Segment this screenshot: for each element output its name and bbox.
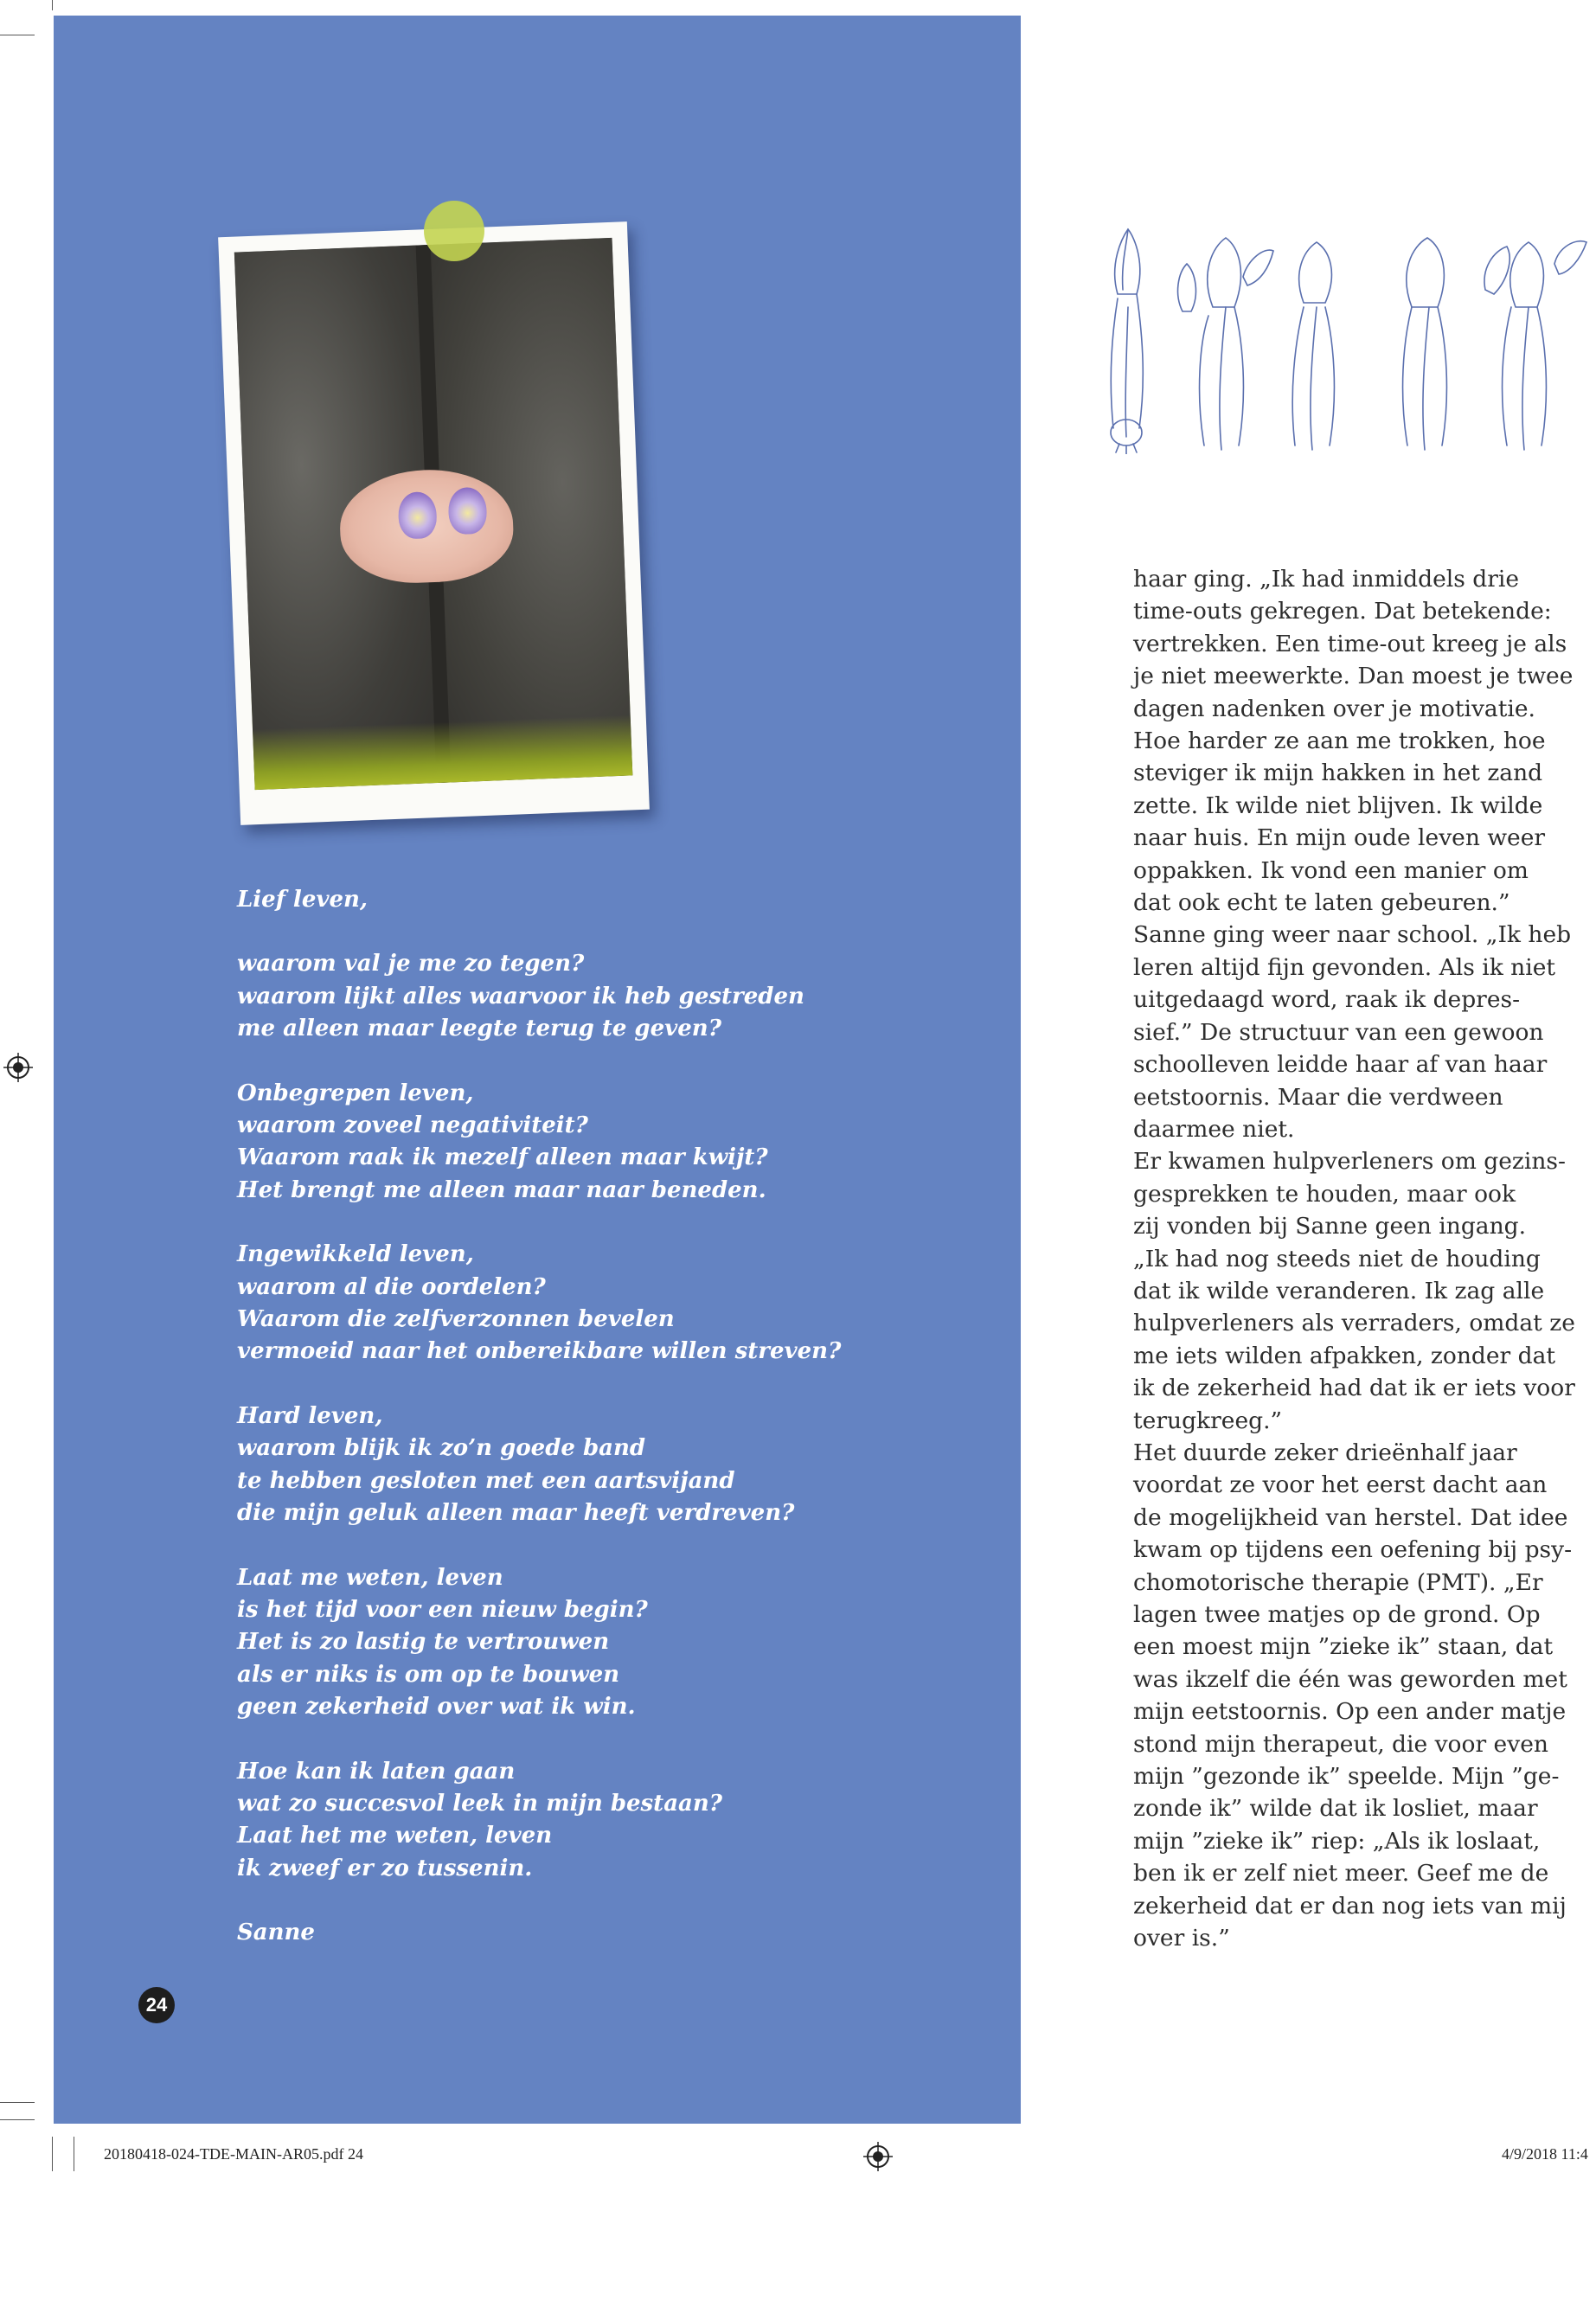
photo-frame: [218, 221, 650, 825]
article-line: eetstoornis. Maar die verdween: [1133, 1083, 1503, 1111]
article-line: Er kwamen hulpverleners om gezins-: [1133, 1148, 1566, 1176]
poem-line: waarom al die oordelen?: [237, 1273, 546, 1300]
poem-stanza: [237, 1400, 860, 1530]
page-number: 24: [138, 1987, 175, 2023]
registration-mark-icon: [3, 1053, 33, 1082]
article-line: kwam op tijdens een oefening bij psy-: [1133, 1536, 1573, 1564]
crop-mark: [0, 2119, 35, 2120]
poem-line: Waarom die zelfverzonnen bevelen: [237, 1306, 675, 1333]
article-line: me iets wilden afpakken, zonder dat: [1133, 1342, 1556, 1369]
poem-line: waarom blijk ik zo’n goede band: [237, 1435, 646, 1462]
article-line: leren altijd fijn gevonden. Als ik niet: [1133, 953, 1556, 981]
article-line: over is.”: [1133, 1925, 1230, 1952]
poem-line: is het tijd voor een nieuw begin?: [237, 1596, 648, 1623]
footer-filename: 20180418-024-TDE-MAIN-AR05.pdf 24: [104, 2145, 363, 2163]
poem-line: me alleen maar leegte terug te geven?: [237, 1016, 721, 1042]
article-line: was ikzelf die één was geworden met: [1133, 1665, 1567, 1693]
registration-mark-icon: [863, 2142, 893, 2171]
article-line: chomotorische therapie (PMT). „Er: [1133, 1568, 1543, 1596]
article-line: uitgedaagd word, raak ik depres-: [1133, 986, 1521, 1014]
article-line: dat ook echt te laten gebeuren.”: [1133, 889, 1510, 917]
poem-line: Laat me weten, leven: [237, 1564, 503, 1591]
poem-line: Laat het me weten, leven: [237, 1823, 553, 1849]
article-line: daarmee niet.: [1133, 1115, 1295, 1143]
poem-stanza: [237, 1562, 860, 1724]
poem-line: waarom zoveel negativiteit?: [237, 1112, 588, 1139]
poem-stanza: [237, 948, 860, 1045]
poem-line: als er niks is om op te bouwen: [237, 1661, 620, 1688]
poem-line: Het is zo lastig te vertrouwen: [237, 1629, 610, 1656]
poem-line: Hoe kan ik laten gaan: [237, 1758, 516, 1785]
article-line: naar huis. En mijn oude leven weer: [1133, 824, 1546, 852]
poem-line: Waarom raak ik mezelf alleen maar kwijt?: [237, 1144, 768, 1171]
crop-mark: [0, 2102, 35, 2103]
poem-line: te hebben gesloten met een aartsvijand: [237, 1467, 735, 1494]
article-line: zette. Ik wilde niet blijven. Ik wilde: [1133, 792, 1543, 819]
article-line: mijn ”gezonde ik” speelde. Mijn ”ge-: [1133, 1763, 1560, 1791]
article-line: stond mijn therapeut, die voor even: [1133, 1730, 1548, 1758]
article-line: je niet meewerkte. Dan moest je twee: [1133, 663, 1574, 690]
poem-line: Onbegrepen leven,: [237, 1080, 474, 1106]
article-line: Het duurde zeker drieënhalf jaar: [1133, 1439, 1517, 1466]
article-line: voordat ze voor het eerst dacht aan: [1133, 1471, 1548, 1499]
article-line: sief.” De structuur van een gewoon: [1133, 1018, 1544, 1046]
poem-line: Ingewikkeld leven,: [237, 1241, 474, 1268]
pushpin-dot: [424, 201, 484, 261]
article-line: terugkreeg.”: [1133, 1407, 1283, 1434]
article-line: zonde ik” wilde dat ik losliet, maar: [1133, 1795, 1538, 1823]
poem-line: die mijn geluk alleen maar heeft verdreven?: [237, 1500, 795, 1527]
article-body: [1133, 563, 1583, 1954]
article-line: Hoe harder ze aan me trokken, hoe: [1133, 727, 1546, 755]
article-line: mijn ”zieke ik” riep: „Als ik loslaat,: [1133, 1827, 1541, 1855]
article-line: dagen nadenken over je motivatie.: [1133, 695, 1535, 722]
poem-line: waarom lijkt alles waarvoor ik heb gestreden: [237, 983, 804, 1009]
article-line: gesprekken te houden, maar ook: [1133, 1180, 1516, 1208]
article-line: zekerheid dat er dan nog iets van mij: [1133, 1892, 1567, 1920]
article-line: ik de zekerheid had dat ik er iets voor: [1133, 1375, 1575, 1402]
poem-line: Hard leven,: [237, 1402, 383, 1429]
article-line: mijn eetstoornis. Op een ander matje: [1133, 1698, 1567, 1726]
article-line: oppakken. Ik vond een manier om: [1133, 856, 1529, 884]
article-line: de mogelijkheid van herstel. Dat idee: [1133, 1503, 1568, 1531]
article-line: steviger ik mijn hakken in het zand: [1133, 760, 1543, 787]
poem-stanza: [237, 1756, 860, 1886]
crop-mark: [52, 0, 53, 10]
article-line: schoolleven leidde haar af van haar: [1133, 1051, 1548, 1079]
poem-signature: [237, 1917, 860, 1949]
footer-datetime: 4/9/2018 11:4: [1502, 2145, 1588, 2163]
hands-holding-flowers-photo: [234, 238, 633, 790]
poem-line: Het brengt me alleen maar naar beneden.: [237, 1176, 766, 1203]
poem-stanza: [237, 1078, 860, 1208]
poem-line: wat zo succesvol leek in mijn bestaan?: [237, 1790, 723, 1817]
article-line: lagen twee matjes op de grond. Op: [1133, 1601, 1541, 1628]
article-line: hulpverleners als verraders, omdat ze: [1133, 1310, 1575, 1337]
poem-line: ik zweef er zo tussenin.: [237, 1855, 533, 1881]
poem-stanza: [237, 884, 860, 916]
poem-line: waarom val je me zo tegen?: [237, 951, 585, 977]
article-line: „Ik had nog steeds niet de houding: [1133, 1245, 1541, 1272]
article-line: zij vonden bij Sanne geen ingang.: [1133, 1213, 1527, 1240]
article-line: Sanne ging weer naar school. „Ik heb: [1133, 921, 1572, 949]
article-line: ben ik er zelf niet meer. Geef me de: [1133, 1860, 1549, 1888]
article-line: time-outs gekregen. Dat betekende:: [1133, 598, 1552, 625]
article-line: haar ging. „Ik had inmiddels drie: [1133, 566, 1520, 593]
poem-line: Lief leven,: [237, 887, 368, 913]
crocus-sketch-illustration: [1092, 212, 1593, 454]
article-line: dat ik wilde veranderen. Ik zag alle: [1133, 1277, 1545, 1304]
poem: [237, 884, 860, 1982]
article-line: een moest mijn ”zieke ik” staan, dat: [1133, 1633, 1554, 1661]
crop-mark: [52, 2137, 53, 2171]
article-line: vertrekken. Een time-out kreeg je als: [1133, 630, 1567, 657]
poem-line: geen zekerheid over wat ik win.: [237, 1694, 636, 1721]
poem-line: vermoeid naar het onbereikbare willen streven?: [237, 1338, 842, 1365]
poem-line: Sanne: [237, 1920, 315, 1946]
poem-stanza: [237, 1239, 860, 1368]
